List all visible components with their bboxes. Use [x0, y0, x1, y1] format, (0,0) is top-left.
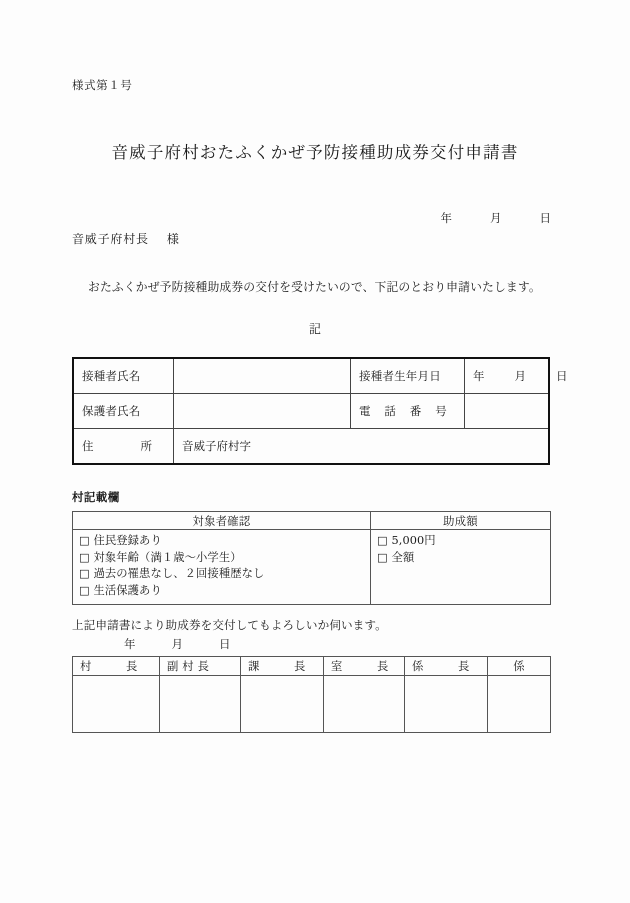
date-month-label: 月 [490, 211, 502, 225]
table-row [73, 530, 551, 605]
signature-cell-clerk[interactable] [488, 676, 551, 733]
column-header-village-mayor: 村 長 [73, 657, 160, 676]
addressee-name: 音威子府村長 [72, 232, 149, 246]
signature-cell-chief-clerk[interactable] [405, 676, 488, 733]
applicant-table [72, 357, 568, 465]
approval-sentence: 上記申請書により助成券を交付してもよろしいか伺います。 [72, 618, 387, 632]
dob-year-label: 年 [473, 369, 485, 383]
subsidy-header: 助成額 [371, 512, 551, 530]
addressee-honorific: 様 [166, 232, 180, 246]
vaccinee-name-label: 接種者氏名 [73, 358, 174, 394]
checkbox-item-no-history[interactable]: □ 過去の罹患なし、２回接種歴なし [79, 567, 265, 580]
body-sentence: おたふくかぜ予防接種助成券の交付を受けたいので、下記のとおり申請いたします。 [88, 280, 541, 294]
approval-year-label: 年 [124, 637, 136, 651]
ki-mark: 記 [308, 322, 321, 336]
eligibility-header: 対象者確認 [73, 512, 371, 530]
checkbox-item-amount-full[interactable]: □ 全額 [377, 550, 415, 564]
address-label: 住 所 [73, 429, 174, 465]
subsidy-checklist [377, 533, 544, 566]
guardian-name-label: 保護者氏名 [73, 394, 174, 429]
eligibility-checklist-cell [73, 530, 371, 605]
form-number: 様式第１号 [72, 78, 133, 92]
subsidy-checklist-cell [371, 530, 551, 605]
table-header-row [73, 657, 551, 676]
village-section-label: 村記載欄 [72, 490, 120, 504]
date-year-label: 年 [440, 211, 452, 225]
addressee [72, 230, 180, 247]
column-header-section-chief: 課 長 [241, 657, 324, 676]
approval-date-line [124, 636, 231, 652]
column-header-chief-clerk: 係 長 [405, 657, 488, 676]
table-row [73, 358, 549, 394]
table-row [73, 394, 549, 429]
table-header-row [73, 512, 551, 530]
vaccinee-dob-label: 接種者生年月日 [351, 358, 465, 394]
checkbox-item-target-age[interactable]: □ 対象年齢（満１歳～小学生） [79, 550, 242, 564]
address-field[interactable]: 音威子府村字 [174, 429, 550, 465]
column-header-office-chief: 室 長 [324, 657, 405, 676]
table-row [73, 676, 551, 733]
signature-cell-office-chief[interactable] [324, 676, 405, 733]
table-row [73, 429, 549, 465]
approval-signature-table [72, 656, 551, 733]
guardian-name-field[interactable] [174, 394, 351, 429]
application-date-line [0, 210, 551, 226]
signature-cell-deputy-mayor[interactable] [160, 676, 241, 733]
signature-cell-section-chief[interactable] [241, 676, 324, 733]
approval-day-label: 日 [219, 637, 231, 651]
dob-day-label: 日 [556, 369, 568, 383]
village-record-table [72, 511, 551, 605]
date-day-label: 日 [539, 211, 551, 225]
vaccinee-dob-field[interactable] [465, 358, 568, 394]
phone-number-field[interactable] [465, 394, 550, 429]
signature-cell-village-mayor[interactable] [73, 676, 160, 733]
column-header-clerk: 係 [488, 657, 551, 676]
dob-month-label: 月 [514, 369, 526, 383]
vaccinee-name-field[interactable] [174, 358, 351, 394]
eligibility-checklist [79, 533, 364, 599]
phone-number-label: 電 話 番 号 [351, 394, 465, 429]
column-header-deputy-mayor: 副 村 長 [160, 657, 241, 676]
page-title: 音威子府村おたふくかぜ予防接種助成券交付申請書 [111, 143, 519, 162]
checkbox-item-welfare[interactable]: □ 生活保護あり [79, 583, 162, 597]
checkbox-item-amount-5000[interactable]: □ 5,000円 [377, 534, 436, 547]
approval-month-label: 月 [171, 637, 183, 651]
checkbox-item-resident-registration[interactable]: □ 住民登録あり [79, 534, 162, 547]
